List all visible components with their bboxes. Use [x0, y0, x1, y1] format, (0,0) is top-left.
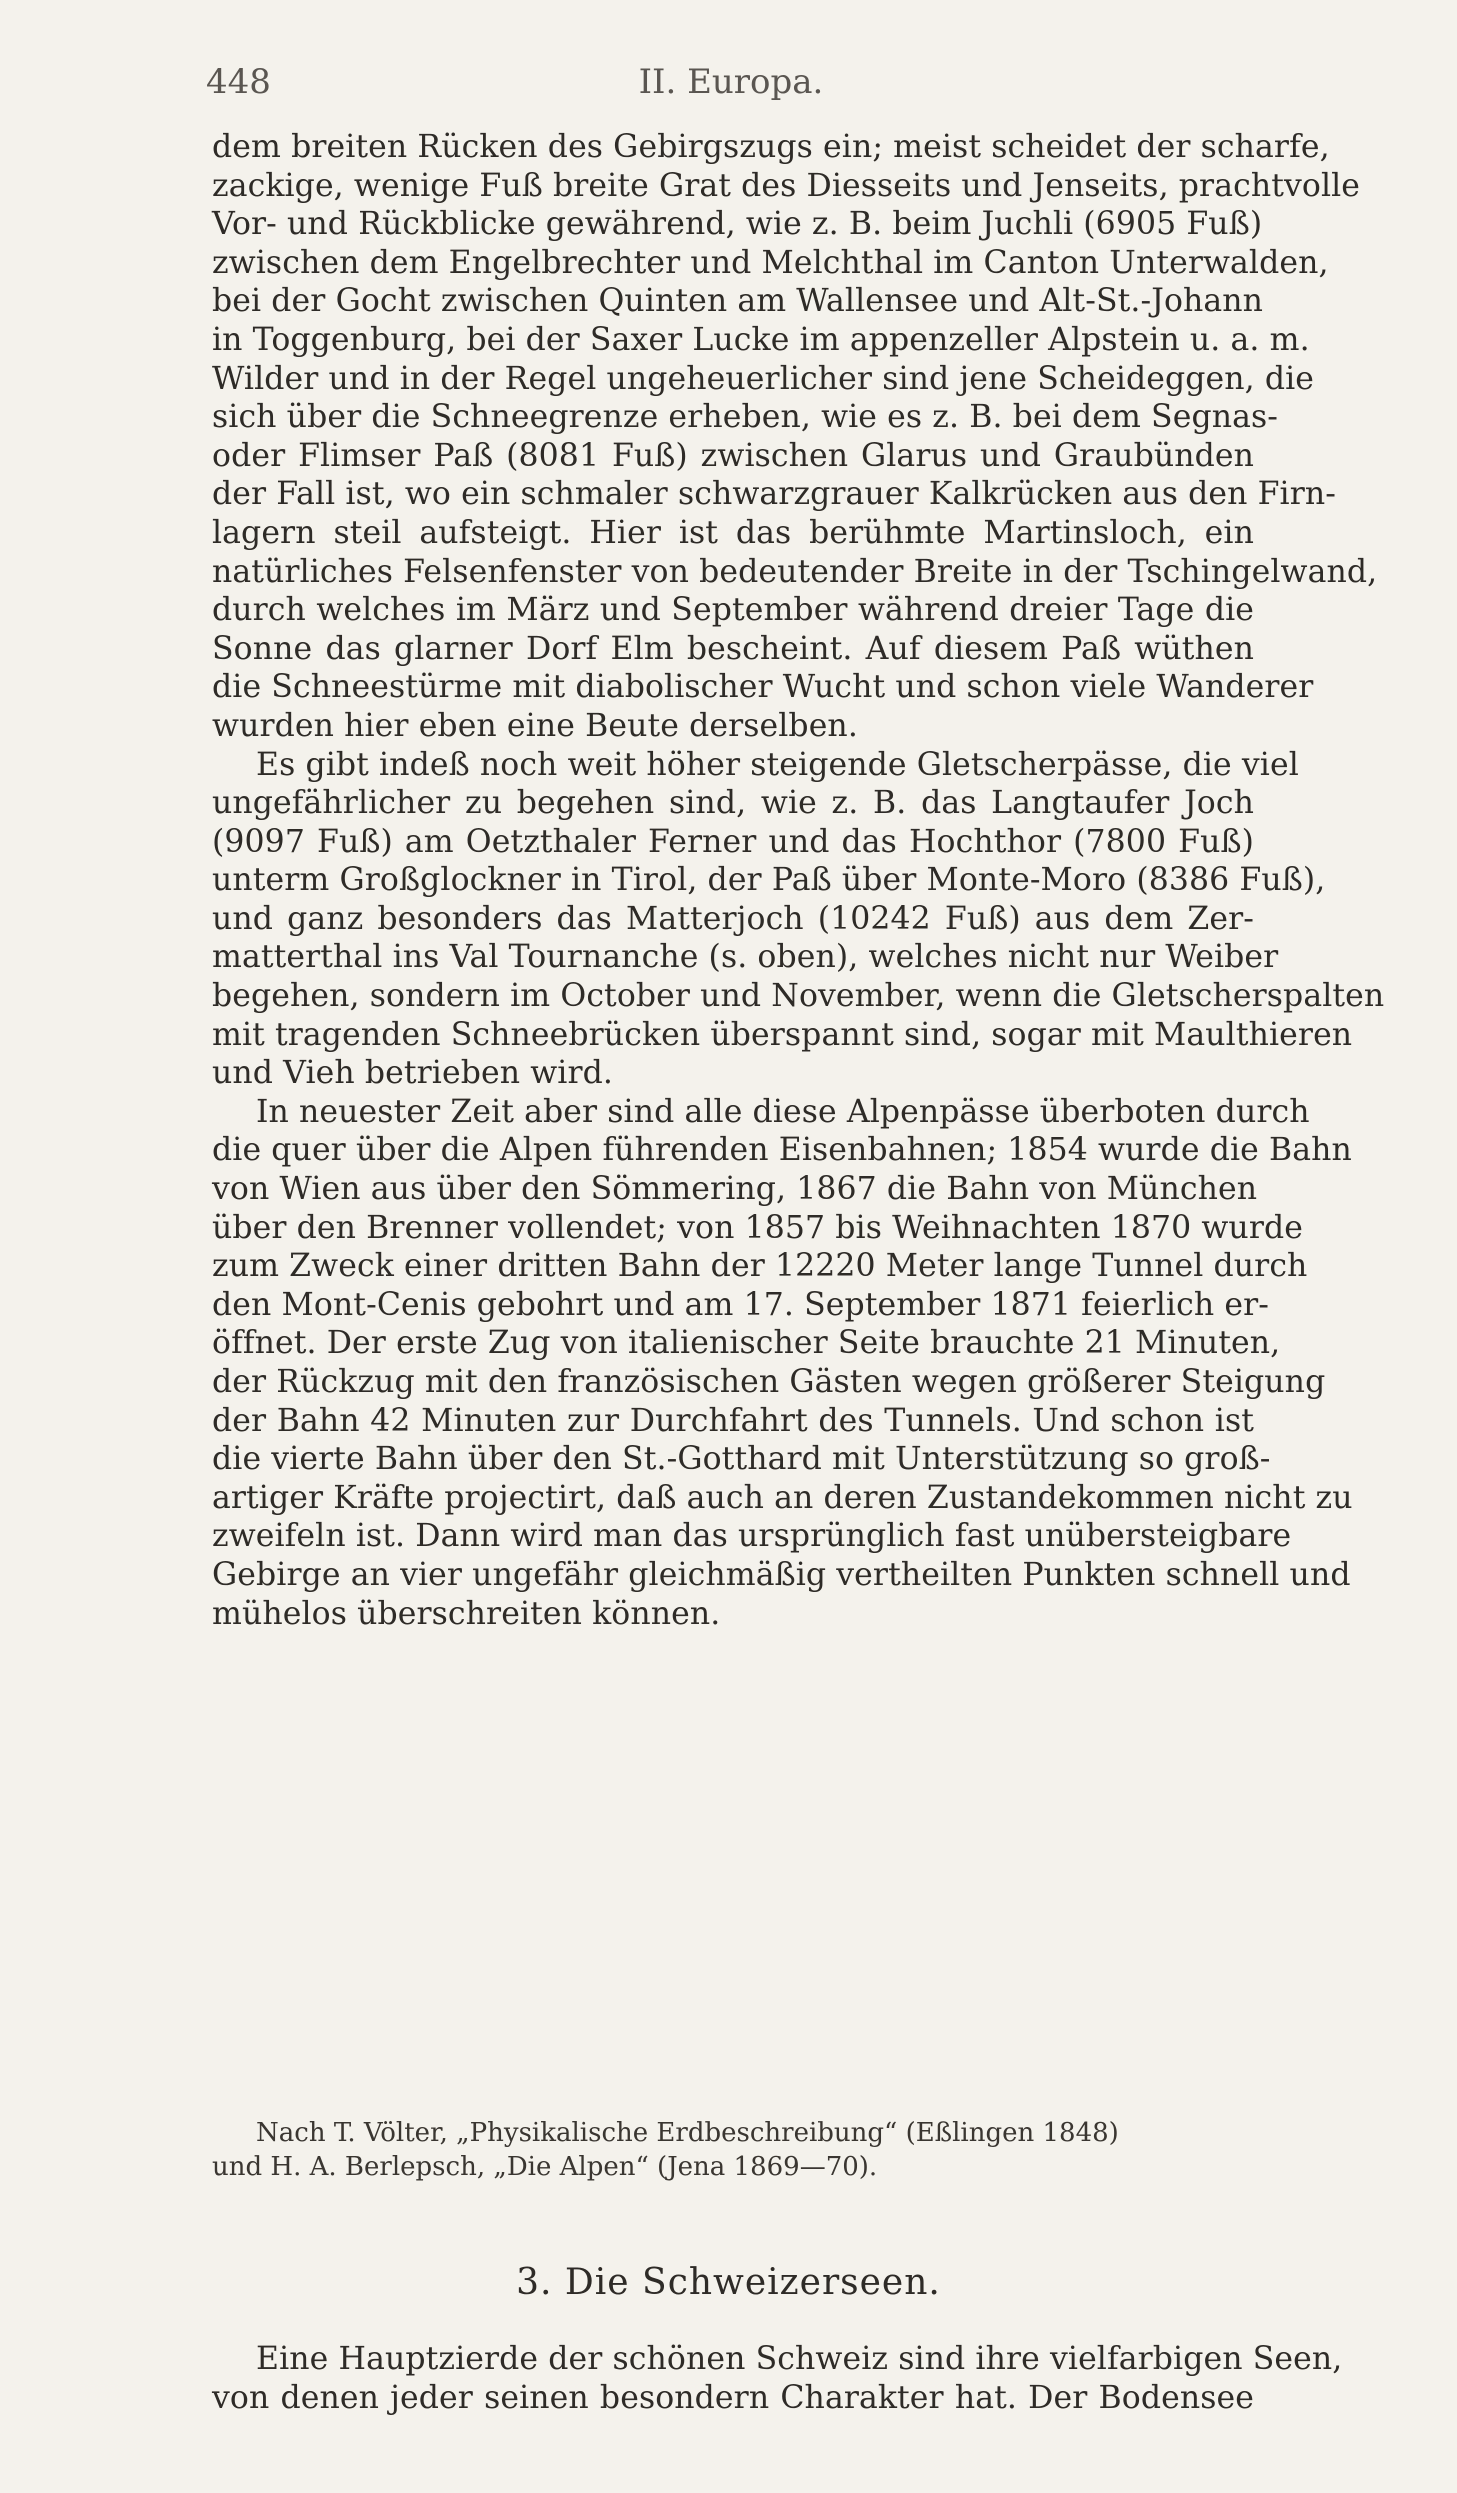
text-line: Vor- und Rückblicke gewährend, wie z. B. beim Juchli (6905 Fuß)	[212, 206, 1263, 243]
text-line: bei der Gocht zwischen Quinten am Wallensee und Alt-St.-Johann	[212, 283, 1264, 320]
text-line: mit tragenden Schneebrücken überspannt sind, sogar mit Maulthieren	[212, 1016, 1353, 1053]
text-line: von Wien aus über den Sömmering, 1867 die Bahn von München	[212, 1171, 1258, 1208]
text-line: oder Flimser Paß (8081 Fuß) zwischen Glarus und Graubünden	[212, 437, 1254, 474]
text-line: über den Brenner vollendet; von 1857 bis Weihnachten 1870 wurde	[212, 1209, 1303, 1246]
text-line: und ganz besonders das Matterjoch (10242 Fuß) aus dem Zer-	[212, 900, 1254, 937]
text-line: unterm Großglockner in Tirol, der Paß über Monte-Moro (8386 Fuß),	[212, 862, 1326, 899]
text-line: Wilder und in der Regel ungeheuerlicher sind jene Scheideggen, die	[212, 360, 1315, 397]
text-line: und Vieh betrieben wird.	[212, 1055, 613, 1092]
text-line: zweifeln ist. Dann wird man das ursprünglich fast unübersteigbare	[212, 1518, 1292, 1555]
text-line: mühelos überschreiten können.	[212, 1595, 721, 1632]
text-line: artiger Kräfte projectirt, daß auch an deren Zustandekommen nicht zu	[212, 1479, 1353, 1516]
text-line: Es gibt indeß noch weit höher steigende Gletscherpässe, die viel	[256, 746, 1299, 783]
text-line: Gebirge an vier ungefähr gleichmäßig vertheilten Punkten schnell und	[212, 1556, 1351, 1593]
text-line: durch welches im März und September während dreier Tage die	[212, 592, 1254, 629]
section-text	[212, 2340, 1343, 2417]
page-header	[206, 62, 1256, 110]
page-number: 448	[206, 62, 271, 102]
text-line: matterthal ins Val Tournanche (s. oben), welches nicht nur Weiber	[212, 939, 1279, 976]
text-line: zum Zweck einer dritten Bahn der 12220 Meter lange Tunnel durch	[212, 1248, 1308, 1285]
text-line: von denen jeder seinen besondern Charakter hat. Der Bodensee	[212, 2379, 1254, 2416]
text-line: sich über die Schneegrenze erheben, wie es z. B. bei dem Segnas-	[212, 399, 1279, 436]
section-heading: 3. Die Schweizerseen.	[516, 2262, 941, 2303]
text-line: zwischen dem Engelbrechter und Melchthal im Canton Unterwalden,	[212, 244, 1329, 281]
text-line: die quer über die Alpen führenden Eisenbahnen; 1854 wurde die Bahn	[212, 1132, 1352, 1169]
footnote	[212, 2116, 1256, 2184]
body-text	[212, 128, 1385, 1633]
text-line: der Bahn 42 Minuten zur Durchfahrt des Tunnels. Und schon ist	[212, 1402, 1254, 1439]
text-line: natürliches Felsenfenster von bedeutender Breite in der Tschingelwand,	[212, 553, 1378, 590]
text-line: in Toggenburg, bei der Saxer Lucke im appenzeller Alpstein u. a. m.	[212, 321, 1310, 358]
text-line: begehen, sondern im October und November, wenn die Gletscherspalten	[212, 978, 1385, 1015]
footnote-line: Nach T. Völter, „Physikalische Erdbeschreibung“ (Eßlingen 1848)	[256, 2118, 1119, 2148]
text-line: der Fall ist, wo ein schmaler schwarzgrauer Kalkrücken aus den Firn-	[212, 476, 1337, 513]
text-line: wurden hier eben eine Beute derselben.	[212, 707, 858, 744]
text-line: dem breiten Rücken des Gebirgszugs ein; meist scheidet der scharfe,	[212, 129, 1330, 165]
running-head: II. Europa.	[638, 62, 824, 102]
text-line: öffnet. Der erste Zug von italienischer Seite brauchte 21 Minuten,	[212, 1325, 1281, 1362]
text-line: lagern steil aufsteigt. Hier ist das berühmte Martinsloch, ein	[212, 514, 1254, 551]
text-line: den Mont-Cenis gebohrt und am 17. September 1871 feierlich er-	[212, 1286, 1269, 1323]
text-line: In neuester Zeit aber sind alle diese Alpenpässe überboten durch	[256, 1093, 1310, 1130]
text-line: (9097 Fuß) am Oetzthaler Ferner und das Hochthor (7800 Fuß)	[212, 823, 1254, 860]
footnote-line: und H. A. Berlepsch, „Die Alpen“ (Jena 1869—70).	[212, 2152, 878, 2182]
text-line: ungefährlicher zu begehen sind, wie z. B. das Langtaufer Joch	[212, 785, 1254, 822]
text-line: zackige, wenige Fuß breite Grat des Diesseits und Jenseits, prachtvolle	[212, 167, 1361, 204]
text-line: der Rückzug mit den französischen Gästen wegen größerer Steigung	[212, 1364, 1326, 1400]
text-line: die Schneestürme mit diabolischer Wucht und schon viele Wanderer	[212, 669, 1314, 706]
text-line: Eine Hauptzierde der schönen Schweiz sind ihre vielfarbigen Seen,	[256, 2341, 1343, 2377]
text-line: die vierte Bahn über den St.-Gotthard mit Unterstützung so groß-	[212, 1441, 1271, 1478]
text-line: Sonne das glarner Dorf Elm bescheint. Auf diesem Paß wüthen	[212, 630, 1254, 667]
